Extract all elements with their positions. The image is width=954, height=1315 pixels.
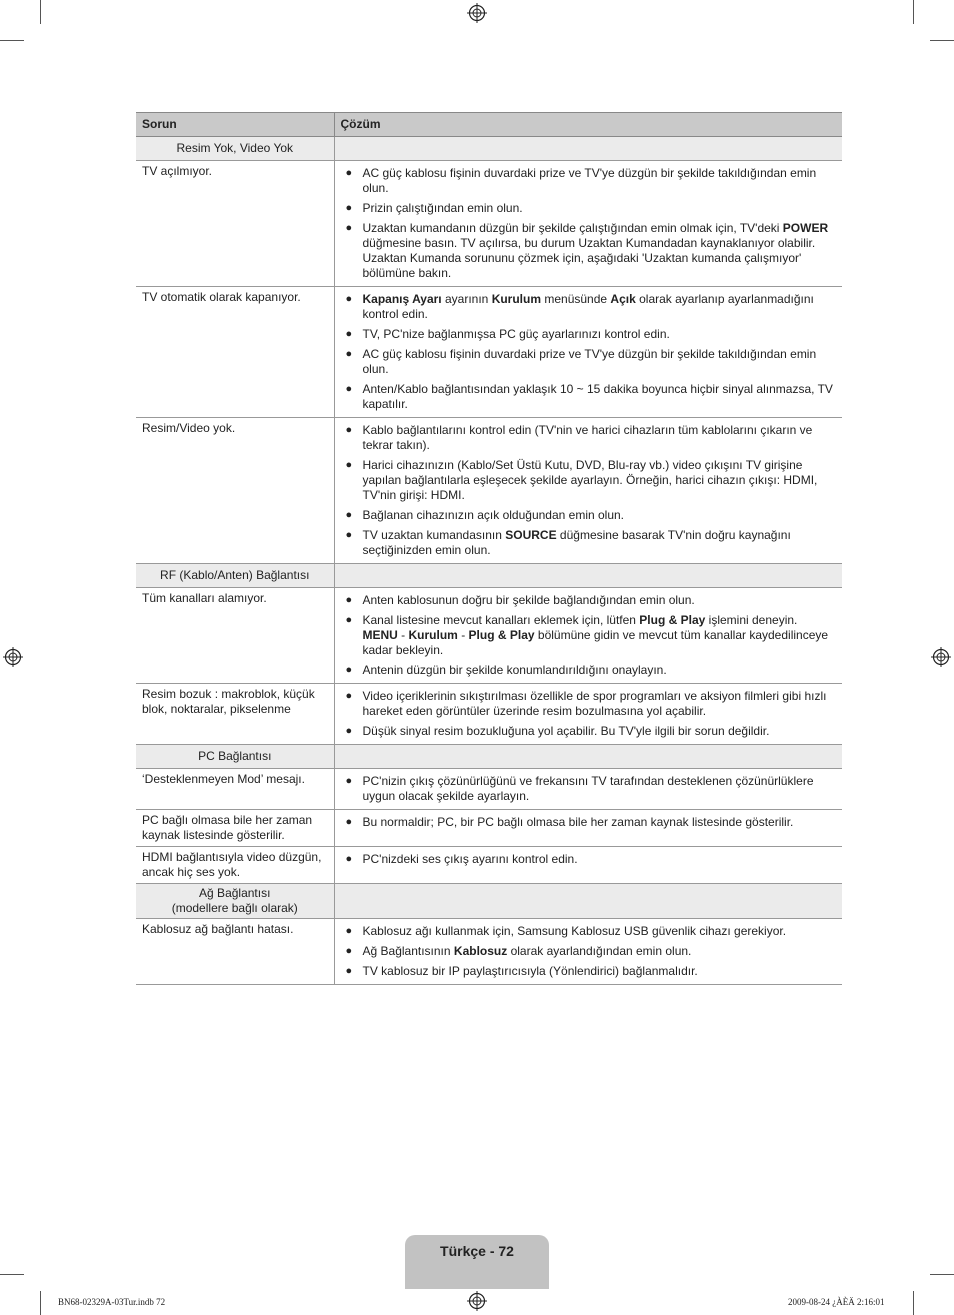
solution-list: [341, 852, 837, 867]
bullet-icon: ●: [345, 965, 353, 977]
emphasis-text: MENU: [362, 628, 398, 642]
bullet-icon: ●: [345, 328, 353, 340]
bullet-icon: ●: [345, 664, 353, 676]
emphasis-text: Plug & Play: [639, 613, 706, 627]
crop-mark: [913, 0, 914, 24]
solution-item: [341, 815, 837, 830]
solution-text: düğmesine basarak TV'nin doğru kaynağını seçtiğinizden emin olun.: [362, 528, 791, 557]
crop-mark: [0, 1274, 24, 1275]
section-title-text: Resim Yok, Video Yok: [176, 141, 294, 155]
section-title: [136, 884, 334, 919]
section-title-text: RF (Kablo/Anten) Bağlantısı: [160, 568, 310, 582]
problem-cell: Resim/Video yok.: [136, 418, 334, 564]
solution-text: -: [457, 628, 469, 642]
bullet-icon: ●: [345, 459, 353, 471]
page-number-tab: [405, 1235, 549, 1289]
problem-cell: PC bağlı olmasa bile her zaman kaynak listesinde gösterilir.: [136, 810, 334, 847]
troubleshooting-table: [136, 112, 842, 985]
solution-item: [341, 423, 837, 453]
section-subtitle: (modellere bağlı olarak): [171, 901, 298, 915]
solution-text: TV uzaktan kumandasının: [362, 528, 506, 542]
bullet-icon: ●: [345, 925, 353, 937]
solution-cell: [334, 847, 842, 884]
bullet-icon: ●: [345, 594, 353, 606]
section-row: [136, 564, 842, 588]
solution-item: [341, 292, 837, 322]
solution-item: [341, 724, 837, 739]
bullet-icon: ●: [345, 816, 353, 828]
imprint-timestamp: 2009-08-24 ¿ÀÈÄ 2:16:01: [788, 1297, 885, 1307]
solution-item: [341, 689, 837, 719]
table-body: [136, 137, 842, 985]
table-row: [136, 287, 842, 418]
solution-text: TV kablosuz bir IP paylaştırıcısıyla (Yönlendirici) bağlanmalıdır.: [362, 964, 698, 978]
section-title: [136, 745, 334, 769]
solution-text: olarak ayarlandığından emin olun.: [507, 944, 692, 958]
problem-cell: HDMI bağlantısıyla video düzgün, ancak hiç ses yok.: [136, 847, 334, 884]
table-row: [136, 810, 842, 847]
problem-cell: Tüm kanalları alamıyor.: [136, 588, 334, 684]
table-header-row: [136, 113, 842, 137]
section-row: [136, 137, 842, 161]
solution-item: [341, 663, 837, 678]
solution-text: AC güç kablosu fişinin duvardaki prize ve TV'ye düzgün bir şekilde takıldığından emin olun.: [362, 347, 817, 376]
problem-cell: ‘Desteklenmeyen Mod’ mesajı.: [136, 769, 334, 810]
table-row: [136, 847, 842, 884]
header-problem: Sorun: [136, 113, 334, 137]
solution-cell: [334, 769, 842, 810]
bullet-icon: ●: [345, 853, 353, 865]
section-empty-cell: [334, 745, 842, 769]
bullet-icon: ●: [345, 424, 353, 436]
solution-text: ayarının: [441, 292, 492, 306]
registration-mark-icon: [931, 647, 951, 667]
solution-item: [341, 593, 837, 608]
bullet-icon: ●: [345, 348, 353, 360]
solution-text: TV, PC'nize bağlanmışsa PC güç ayarlarınızı kontrol edin.: [362, 327, 670, 341]
bullet-icon: ●: [345, 202, 353, 214]
problem-cell: TV açılmıyor.: [136, 161, 334, 287]
bullet-icon: ●: [345, 167, 353, 179]
problem-cell: TV otomatik olarak kapanıyor.: [136, 287, 334, 418]
solution-item: [341, 166, 837, 196]
page-label: Türkçe - 72: [440, 1243, 514, 1259]
solution-cell: [334, 588, 842, 684]
bullet-icon: ●: [345, 775, 353, 787]
solution-text: Kablo bağlantılarını kontrol edin (TV'nin ve harici cihazların tüm kablolarını çıkarın ve tekrar takın).: [362, 423, 813, 452]
solution-text: Anten/Kablo bağlantısından yaklaşık 10 ~ 15 dakika boyunca hiçbir sinyal alınmazsa, TV kapatılır.: [362, 382, 833, 411]
solution-text: bölümüne gidin ve mevcut tüm kanallar kaydedilinceye kadar bekleyin.: [362, 628, 829, 657]
solution-list: [341, 774, 837, 804]
emphasis-text: Kapanış Ayarı: [362, 292, 442, 306]
section-title-text: Ağ Bağlantısı: [199, 886, 271, 900]
solution-list: [341, 815, 837, 830]
solution-text: düğmesine basın. TV açılırsa, bu durum Uzaktan Kumandadan kaynaklanıyor olabilir. Uzaktan Kumanda sorununu çözmek için, aşağıdaki 'Uzaktan kumanda çalışmıyor' bölümüne bakın.: [362, 236, 816, 280]
solution-text: Uzaktan kumandanın düzgün bir şekilde çalıştığından emin olmak için, TV'deki: [362, 221, 783, 235]
solution-text: Video içeriklerinin sıkıştırılması özellikle de spor programları ve aksiyon filmleri gibi hızlı hareket eden görüntüler üzerinde resim bozulmasına yol açabilir.: [362, 689, 827, 718]
table-row: [136, 588, 842, 684]
solution-item: [341, 382, 837, 412]
registration-mark-icon: [467, 1291, 487, 1311]
solution-text: menüsünde: [541, 292, 611, 306]
imprint-file: BN68-02329A-03Tur.indb 72: [58, 1297, 166, 1307]
bullet-icon: ●: [345, 945, 353, 957]
section-title-text: PC Bağlantısı: [198, 749, 272, 763]
solution-text: PC'nizin çıkış çözünürlüğünü ve frekansını TV tarafından desteklenen çözünürlüklere uygun olacak şekilde ayarlayın.: [362, 774, 814, 803]
solution-text: AC güç kablosu fişinin duvardaki prize ve TV'ye düzgün bir şekilde takıldığından emin olun.: [362, 166, 817, 195]
solution-item: [341, 458, 837, 503]
solution-item: [341, 924, 837, 939]
solution-cell: [334, 684, 842, 745]
section-title: [136, 564, 334, 588]
solution-item: [341, 508, 837, 523]
bullet-icon: ●: [345, 529, 353, 541]
bullet-icon: ●: [345, 222, 353, 234]
bullet-icon: ●: [345, 293, 353, 305]
solution-text: Kanal listesine mevcut kanalları eklemek için, lütfen: [362, 613, 640, 627]
solution-cell: [334, 287, 842, 418]
emphasis-text: Plug & Play: [468, 628, 535, 642]
emphasis-text: Kurulum: [491, 292, 542, 306]
solution-cell: [334, 919, 842, 985]
emphasis-text: Açık: [610, 292, 636, 306]
section-empty-cell: [334, 137, 842, 161]
crop-mark: [930, 1274, 954, 1275]
solution-list: [341, 593, 837, 678]
section-empty-cell: [334, 564, 842, 588]
solution-list: [341, 423, 837, 558]
solution-item: [341, 852, 837, 867]
solution-item: [341, 528, 837, 558]
section-row: [136, 745, 842, 769]
solution-text: Antenin düzgün bir şekilde konumlandırıldığını onaylayın.: [362, 663, 667, 677]
solution-list: [341, 166, 837, 281]
table-row: [136, 769, 842, 810]
problem-cell: Kablosuz ağ bağlantı hatası.: [136, 919, 334, 985]
solution-text: Bağlanan cihazınızın açık olduğundan emin olun.: [362, 508, 625, 522]
solution-cell: [334, 810, 842, 847]
solution-item: [341, 774, 837, 804]
solution-text: işlemini deneyin.: [705, 613, 798, 627]
solution-item: [341, 327, 837, 342]
solution-text: Bu normaldir; PC, bir PC bağlı olmasa bile her zaman kaynak listesinde gösterilir.: [362, 815, 794, 829]
solution-item: [341, 964, 837, 979]
solution-text: Prizin çalıştığından emin olun.: [362, 201, 523, 215]
emphasis-text: Kablosuz: [453, 944, 508, 958]
crop-mark: [913, 1291, 914, 1315]
registration-mark-icon: [467, 3, 487, 23]
solution-item: [341, 347, 837, 377]
solution-text: PC'nizdeki ses çıkış ayarını kontrol edin.: [362, 852, 578, 866]
solution-list: [341, 924, 837, 979]
crop-mark: [40, 0, 41, 24]
table-row: [136, 919, 842, 985]
solution-text: -: [397, 628, 409, 642]
solution-item: [341, 944, 837, 959]
solution-item: [341, 613, 837, 658]
bullet-icon: ●: [345, 690, 353, 702]
crop-mark: [930, 40, 954, 41]
solution-cell: [334, 418, 842, 564]
problem-cell: Resim bozuk : makroblok, küçük blok, noktaralar, pikselenme: [136, 684, 334, 745]
solution-text: Harici cihazınızın (Kablo/Set Üstü Kutu, DVD, Blu-ray vb.) video çıkışını TV girişine yapılan bağlantılarla eşleşecek şekilde ayarlayın. Örneğin, harici cihazın çıkışı: HDMI, TV'nin girişi: HDMI.: [362, 458, 818, 502]
crop-mark: [0, 40, 24, 41]
bullet-icon: ●: [345, 614, 353, 626]
solution-text: Ağ Bağlantısının: [362, 944, 454, 958]
solution-text: olarak ayarlanıp ayarlanmadığını kontrol edin.: [362, 292, 814, 321]
solution-item: [341, 221, 837, 281]
solution-list: [341, 292, 837, 412]
solution-cell: [334, 161, 842, 287]
emphasis-text: POWER: [782, 221, 829, 235]
bullet-icon: ●: [345, 383, 353, 395]
solution-text: Kablosuz ağı kullanmak için, Samsung Kablosuz USB güvenlik cihazı gerekiyor.: [362, 924, 787, 938]
solution-text: Anten kablosunun doğru bir şekilde bağlandığından emin olun.: [362, 593, 695, 607]
table-row: [136, 161, 842, 287]
solution-list: [341, 689, 837, 739]
registration-mark-icon: [3, 647, 23, 667]
table-row: [136, 684, 842, 745]
table-row: [136, 418, 842, 564]
bullet-icon: ●: [345, 725, 353, 737]
solution-item: [341, 201, 837, 216]
section-title: [136, 137, 334, 161]
section-empty-cell: [334, 884, 842, 919]
crop-mark: [40, 1291, 41, 1315]
bullet-icon: ●: [345, 509, 353, 521]
emphasis-text: Kurulum: [408, 628, 458, 642]
solution-text: Düşük sinyal resim bozukluğuna yol açabilir. Bu TV'yle ilgili bir sorun değildir.: [362, 724, 770, 738]
emphasis-text: SOURCE: [505, 528, 557, 542]
section-row: [136, 884, 842, 919]
header-solution: Çözüm: [334, 113, 842, 137]
